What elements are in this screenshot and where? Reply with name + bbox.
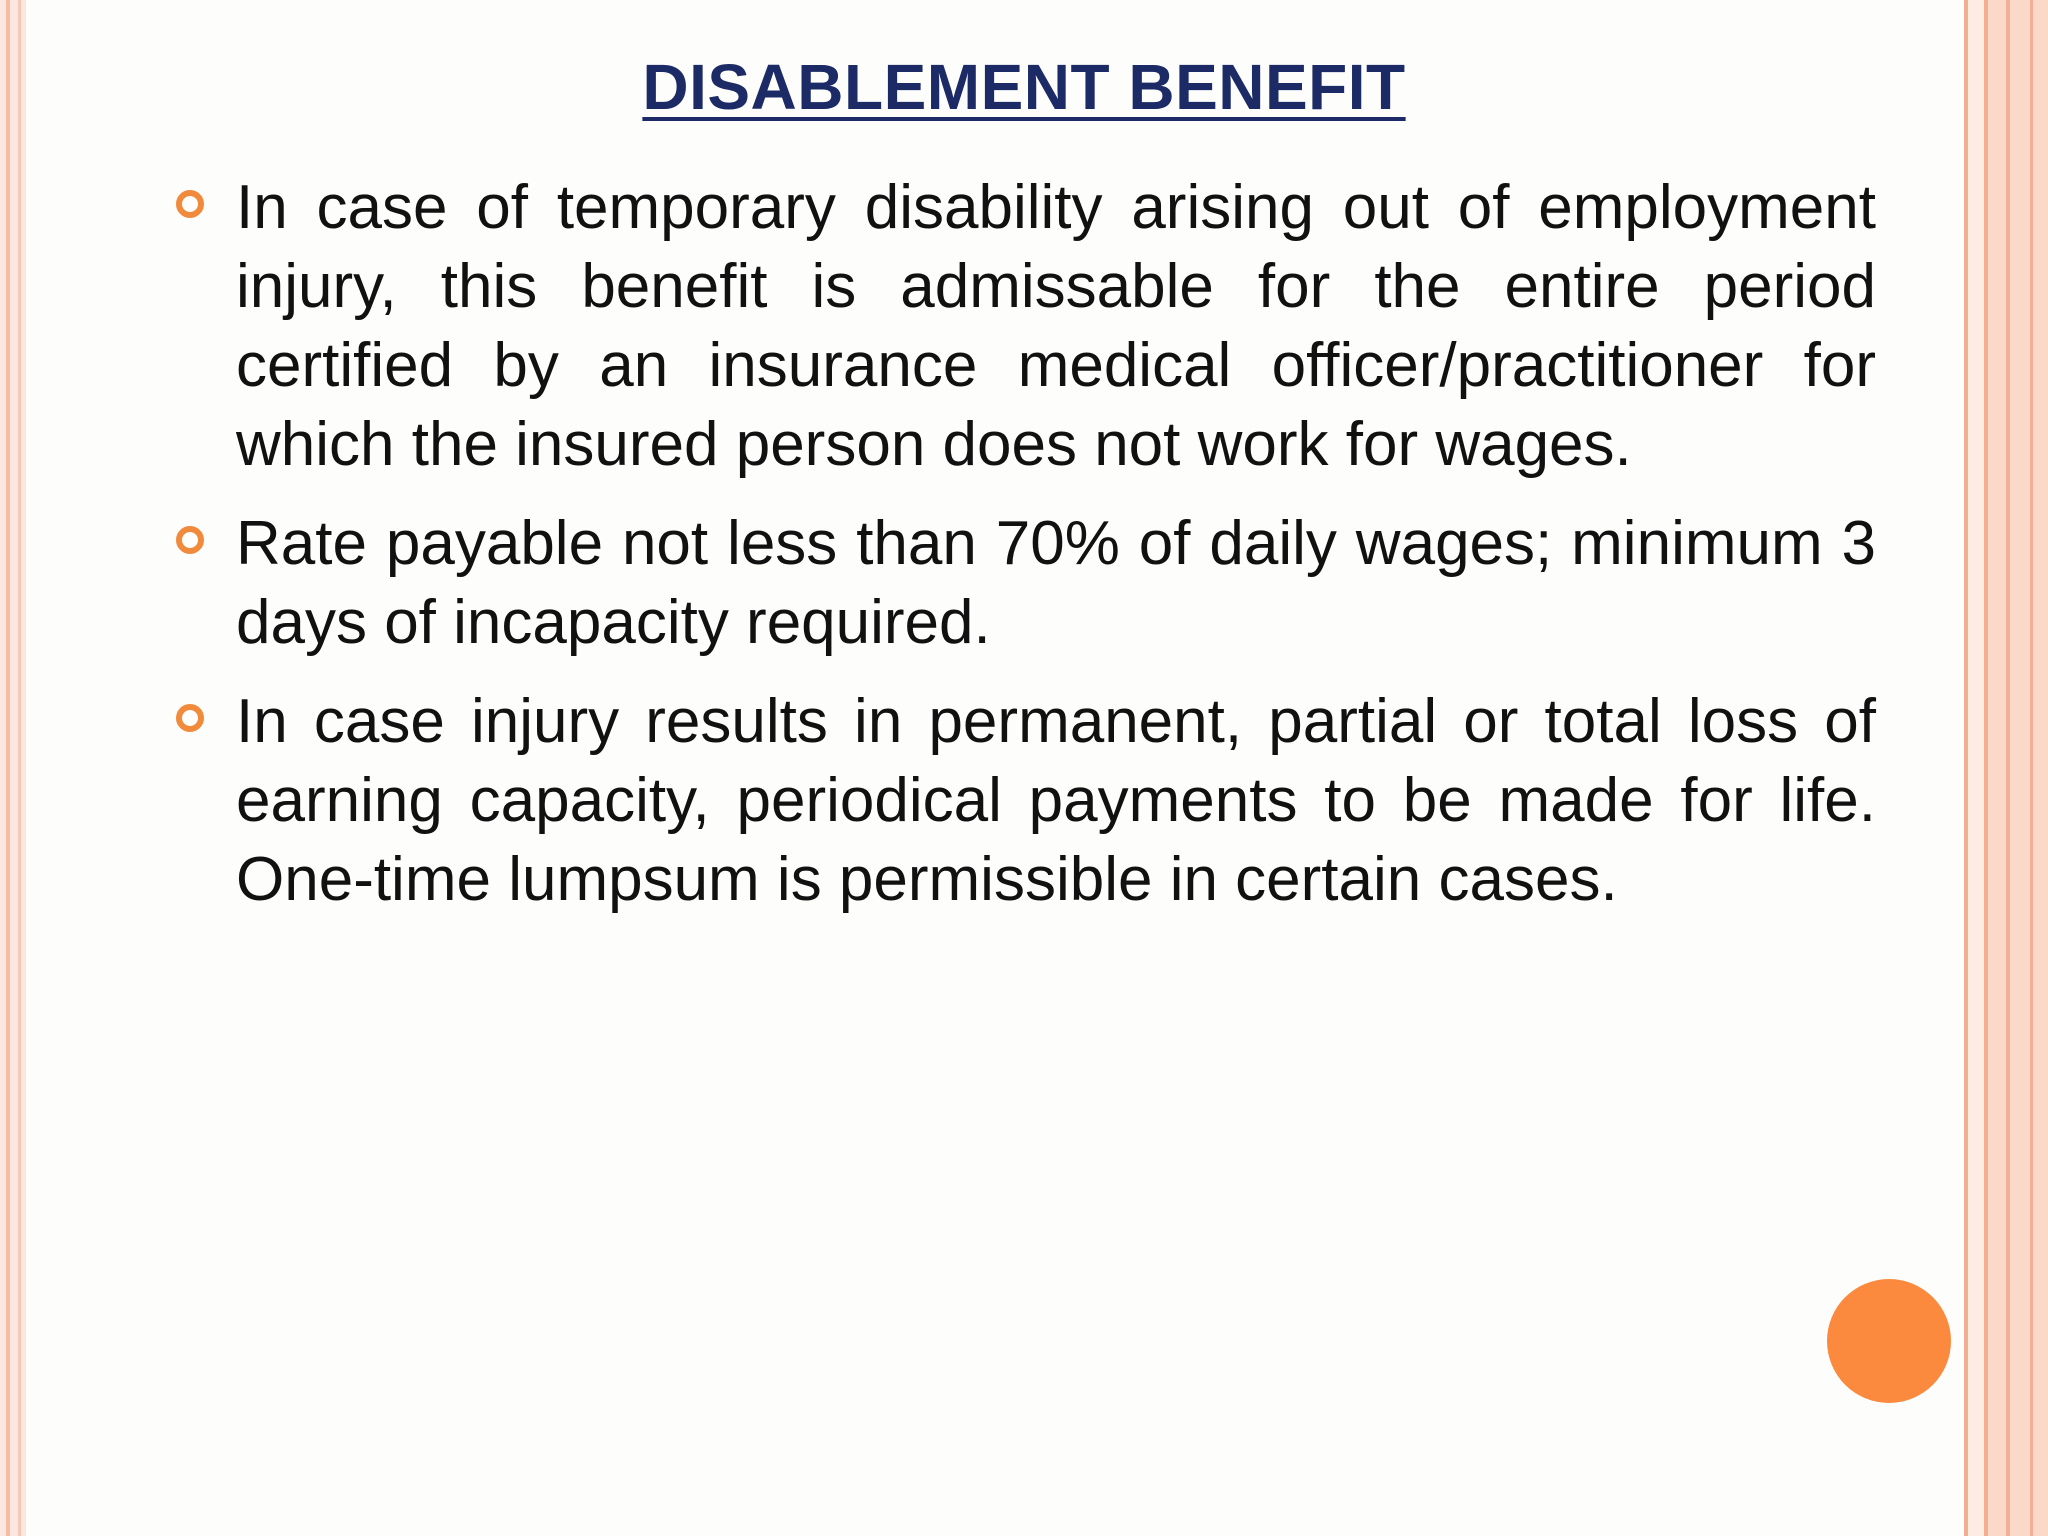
left-border-line	[6, 0, 10, 1536]
bullet-item	[176, 504, 1876, 662]
bullet-list	[176, 168, 1876, 939]
bullet-text: Rate payable not less than 70% of daily wages; minimum 3 days of incapacity required.	[236, 509, 1876, 657]
circle-bullet-icon	[176, 704, 204, 732]
left-border-line	[18, 0, 21, 1536]
right-border-gap	[1968, 0, 1984, 1536]
circle-bullet-icon	[176, 190, 204, 218]
bullet-text: In case of temporary disability arising out of employment injury, this benefit is admissable for the entire period certified by an insurance medical officer/practitioner for which the insured person does not work for wages.	[236, 173, 1876, 479]
right-border-line	[1984, 0, 1988, 1536]
right-border-line	[2006, 0, 2010, 1536]
left-border-band	[0, 0, 26, 1536]
slide-title: DISABLEMENT BENEFIT	[642, 51, 1406, 123]
circle-bullet-icon	[176, 526, 204, 554]
bullet-text: In case injury results in permanent, partial or total loss of earning capacity, periodical payments to be made for life. One-time lumpsum is permissible in certain cases.	[236, 687, 1876, 914]
bullet-item	[176, 168, 1876, 484]
bullet-item	[176, 682, 1876, 919]
right-border-line	[2030, 0, 2033, 1536]
orange-circle-icon	[1827, 1279, 1951, 1403]
